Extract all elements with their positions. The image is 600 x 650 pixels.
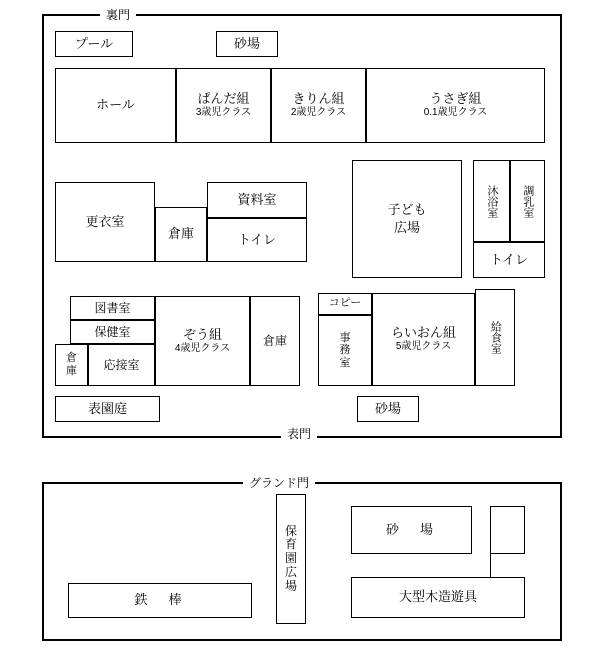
room-kids-plaza-label: 子ども 広場 [387, 201, 427, 235]
room-hall-label: ホール [96, 97, 135, 113]
room-kirin [271, 68, 366, 143]
room-kids-plaza [352, 160, 462, 278]
room-kirin-sub: 2歳児クラス [290, 107, 347, 119]
room-reception [88, 344, 155, 386]
room-sandbox-bottom [357, 396, 419, 422]
room-library-label: 図書室 [94, 300, 131, 315]
ground-sandbox [351, 506, 472, 554]
gate-front-label: 表門 [281, 425, 317, 442]
gate-back-label: 裏門 [100, 6, 136, 23]
ground-connector-right [524, 506, 525, 554]
room-toilet-right-label: トイレ [489, 251, 529, 267]
room-toilet-right [473, 242, 545, 278]
room-copy [318, 293, 372, 315]
room-front-garden-label: 表園庭 [87, 400, 127, 416]
room-kirin-label: きりん組 [292, 91, 345, 107]
room-materials [207, 182, 307, 218]
room-storage-low-label: 倉庫 [262, 333, 287, 348]
room-reception-label: 応接室 [103, 357, 140, 372]
ground-iron-bar-label: 鉄 棒 [134, 592, 186, 608]
room-storage-low [250, 296, 300, 386]
room-panda-label: ぱんだ組 [197, 91, 250, 107]
room-storage-mid [155, 207, 207, 262]
room-milk [510, 160, 545, 242]
room-panda [176, 68, 271, 143]
room-materials-label: 資料室 [237, 191, 277, 207]
room-panda-sub: 3歳児クラス [195, 107, 252, 119]
room-pool-label: プール [74, 35, 114, 51]
room-lion [372, 293, 475, 386]
ground-wooden-playset [351, 577, 525, 618]
ground-iron-bar [68, 583, 252, 618]
room-sandbox-bottom-label: 砂場 [374, 400, 401, 416]
room-sandbox-top [216, 31, 278, 57]
room-usagi-label: うさぎ組 [429, 91, 482, 107]
room-lion-label: らいおん組 [390, 325, 456, 341]
room-storage-small [55, 344, 88, 386]
ground-wooden-playset-label: 大型木造遊具 [398, 589, 477, 605]
ground-sandbox-label: 砂 場 [385, 521, 437, 537]
room-kitchen-label: 給食室 [489, 321, 502, 354]
room-hall [55, 68, 176, 143]
room-bath [473, 160, 510, 242]
room-zou-label: ぞう組 [182, 326, 222, 342]
room-toilet-mid-label: トイレ [237, 231, 277, 247]
room-kitchen [475, 289, 515, 386]
room-copy-label: コピー [328, 297, 362, 310]
room-library [70, 296, 155, 320]
room-storage-small-label: 倉 庫 [66, 352, 77, 377]
room-changing [55, 182, 155, 262]
ground-connector-vertical [490, 506, 491, 577]
room-office [318, 315, 372, 386]
ground-nursery-plaza-label: 保 育 園 広 場 [284, 523, 297, 593]
room-lion-sub: 5歳児クラス [395, 341, 452, 353]
ground-nursery-plaza [276, 494, 306, 624]
room-office-label: 事 務 室 [339, 331, 351, 369]
room-sandbox-top-label: 砂場 [233, 35, 260, 51]
room-storage-mid-label: 倉庫 [167, 226, 194, 242]
room-health [70, 320, 155, 344]
room-front-garden [55, 396, 160, 422]
ground-connector-top [490, 506, 525, 507]
room-milk-label: 調乳室 [521, 184, 534, 218]
room-usagi-sub: 0.1歳児クラス [423, 107, 488, 119]
room-zou-sub: 4歳児クラス [174, 342, 231, 354]
ground-connector-horizontal [490, 553, 525, 554]
room-changing-label: 更衣室 [85, 213, 125, 229]
room-bath-label: 沐浴室 [485, 184, 498, 218]
room-zou [155, 296, 250, 386]
room-usagi [366, 68, 545, 143]
room-pool [55, 31, 133, 57]
gate-ground-label: グランド門 [243, 474, 315, 491]
room-toilet-mid [207, 218, 307, 262]
room-health-label: 保健室 [94, 324, 131, 339]
